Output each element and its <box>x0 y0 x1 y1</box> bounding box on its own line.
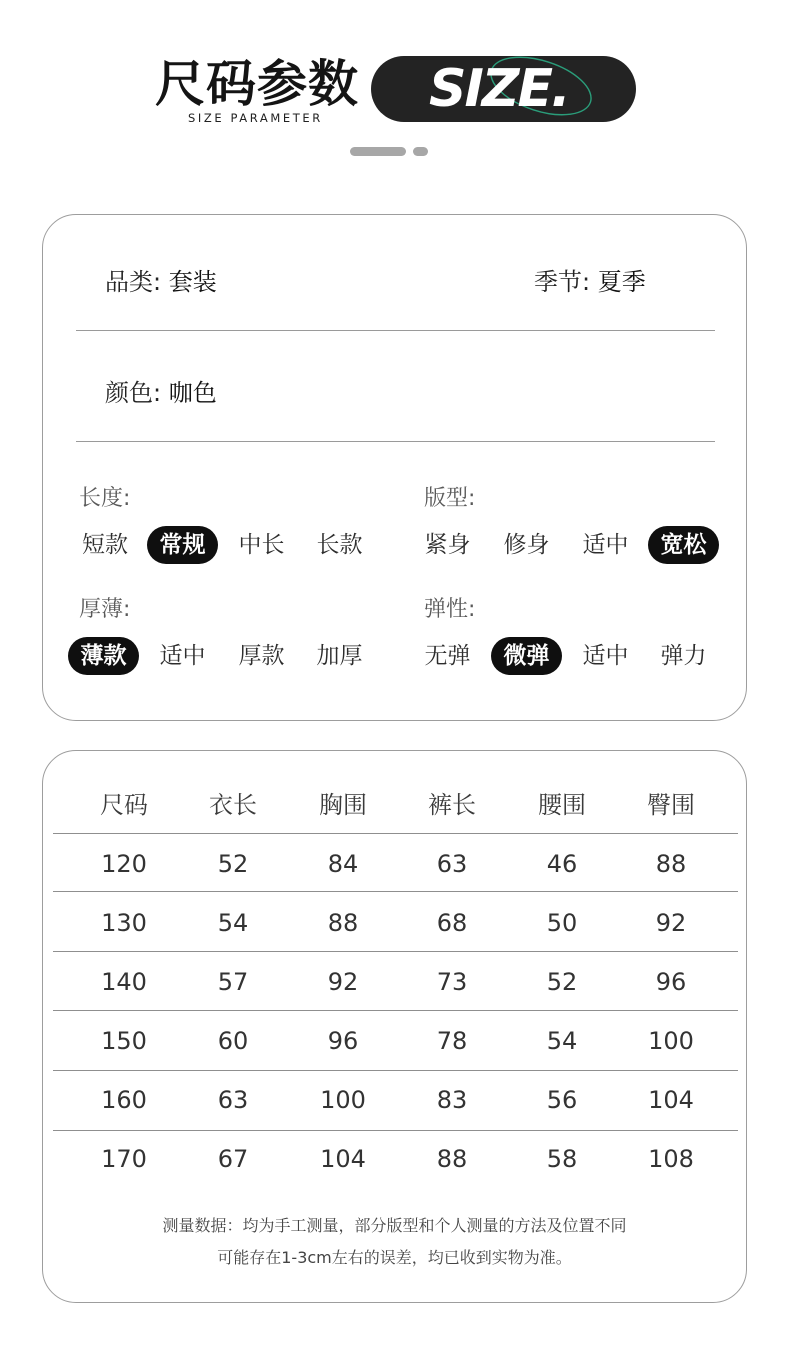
page-title: 尺码参数 <box>155 55 359 113</box>
cell-size: 160 <box>101 1086 147 1114</box>
fit-title: 版型: <box>424 486 476 511</box>
cell-top-length: 60 <box>217 1027 249 1055</box>
cell-top-length: 54 <box>217 909 249 937</box>
measurement-note-line2: 可能存在1-3cm左右的误差，均已收到实物为准。 <box>217 1248 572 1267</box>
cell-top-length: 63 <box>217 1086 249 1114</box>
season-field <box>534 267 646 297</box>
cell-top-length: 57 <box>217 968 249 996</box>
elasticity-option-none: 无弹 <box>424 643 471 669</box>
fit-option-tight: 紧身 <box>424 532 471 558</box>
size-badge-text: SIZE. <box>429 59 569 119</box>
cell-waist: 50 <box>546 909 578 937</box>
length-option-mid: 中长 <box>238 532 285 558</box>
category-field <box>105 267 217 297</box>
color-value: 咖色 <box>168 379 217 407</box>
divider <box>76 330 715 331</box>
thickness-option-thin-selected: 薄款 <box>68 637 139 675</box>
header-top-length: 衣长 <box>209 791 257 819</box>
fit-option-loose-selected: 宽松 <box>648 526 719 564</box>
cell-hip: 96 <box>655 968 687 996</box>
elasticity-option-stretch: 弹力 <box>660 643 707 669</box>
cell-waist: 46 <box>546 850 578 878</box>
thickness-title: 厚薄: <box>79 597 131 622</box>
table-divider <box>53 833 738 834</box>
cell-pants-length: 78 <box>436 1027 468 1055</box>
elasticity-option-medium: 适中 <box>582 643 629 669</box>
header-chest: 胸围 <box>319 791 367 819</box>
color-field <box>105 378 217 408</box>
cell-top-length: 67 <box>217 1145 249 1173</box>
cell-chest: 92 <box>327 968 359 996</box>
header-hip: 臀围 <box>647 791 695 819</box>
cell-hip: 108 <box>648 1145 694 1173</box>
category-value: 套装 <box>168 268 217 296</box>
cell-hip: 100 <box>648 1027 694 1055</box>
cell-waist: 58 <box>546 1145 578 1173</box>
cell-pants-length: 83 <box>436 1086 468 1114</box>
elasticity-title: 弹性: <box>424 597 476 622</box>
fit-option-slim: 修身 <box>503 532 550 558</box>
thickness-option-extra-thick: 加厚 <box>316 643 363 669</box>
page-subtitle: SIZE PARAMETER <box>188 111 323 125</box>
table-divider <box>53 1010 738 1011</box>
cell-hip: 88 <box>655 850 687 878</box>
measurement-note-line1: 测量数据：均为手工测量，部分版型和个人测量的方法及位置不同 <box>162 1216 627 1235</box>
length-option-short: 短款 <box>82 532 128 558</box>
cell-waist: 56 <box>546 1086 578 1114</box>
cell-pants-length: 73 <box>436 968 468 996</box>
season-value: 夏季 <box>597 268 646 296</box>
cell-chest: 100 <box>320 1086 366 1114</box>
cell-size: 120 <box>101 850 147 878</box>
cell-chest: 104 <box>320 1145 366 1173</box>
length-option-regular-selected: 常规 <box>147 526 218 564</box>
table-divider <box>53 891 738 892</box>
cell-top-length: 52 <box>217 850 249 878</box>
table-divider <box>53 1130 738 1131</box>
table-divider <box>53 951 738 952</box>
length-option-long: 长款 <box>316 532 363 558</box>
header-pants-length: 裤长 <box>428 791 476 819</box>
table-divider <box>53 1070 738 1071</box>
season-label: 季节: <box>534 268 591 296</box>
cell-chest: 84 <box>327 850 359 878</box>
size-table-card <box>42 750 747 1303</box>
length-title: 长度: <box>79 486 131 511</box>
thickness-option-thick: 厚款 <box>238 643 285 669</box>
cell-waist: 54 <box>546 1027 578 1055</box>
cell-pants-length: 88 <box>436 1145 468 1173</box>
cell-size: 170 <box>101 1145 147 1173</box>
size-badge <box>371 56 636 122</box>
elasticity-option-slight-selected: 微弹 <box>491 637 562 675</box>
cell-hip: 92 <box>655 909 687 937</box>
cell-pants-length: 63 <box>436 850 468 878</box>
cell-waist: 52 <box>546 968 578 996</box>
cell-chest: 96 <box>327 1027 359 1055</box>
cell-hip: 104 <box>648 1086 694 1114</box>
thickness-option-medium: 适中 <box>159 643 206 669</box>
fit-option-medium: 适中 <box>582 532 629 558</box>
cell-size: 140 <box>101 968 147 996</box>
color-label: 颜色: <box>105 379 162 407</box>
cell-chest: 88 <box>327 909 359 937</box>
header-waist: 腰围 <box>538 791 586 819</box>
cell-size: 130 <box>101 909 147 937</box>
decor-dash <box>350 147 406 156</box>
cell-size: 150 <box>101 1027 147 1055</box>
category-label: 品类: <box>105 268 162 296</box>
header-size: 尺码 <box>100 791 148 819</box>
divider <box>76 441 715 442</box>
attribute-card <box>42 214 747 721</box>
decor-dot <box>413 147 428 156</box>
cell-pants-length: 68 <box>436 909 468 937</box>
